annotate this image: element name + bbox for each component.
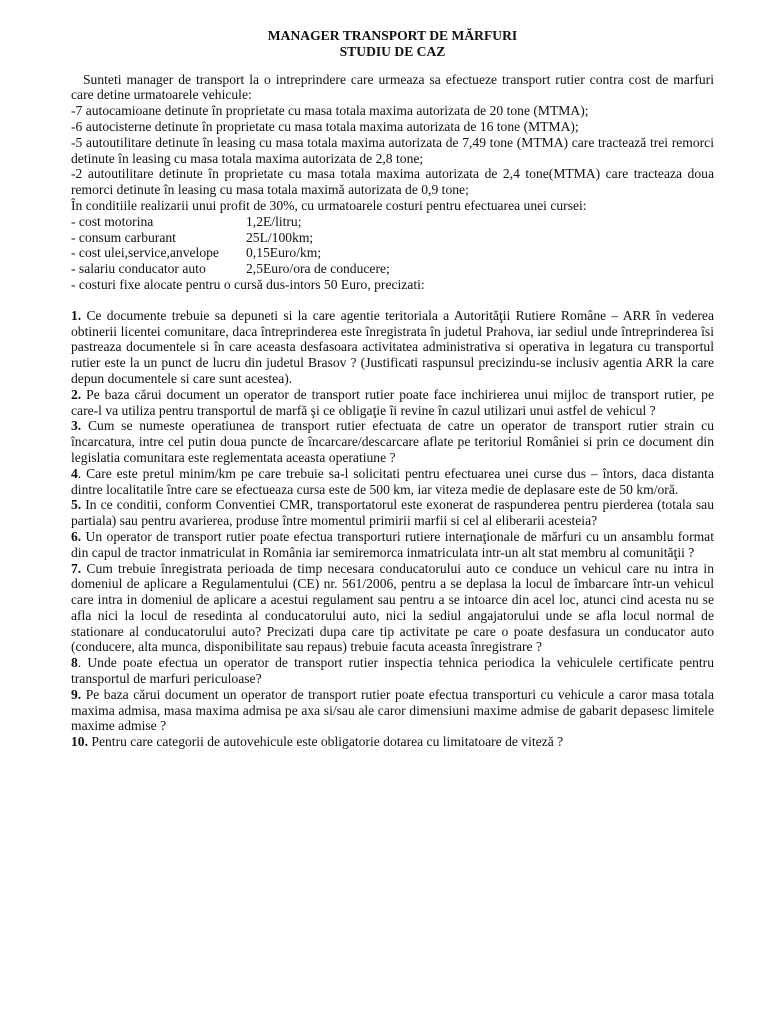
cost-item: [71, 214, 714, 230]
question-text: Un operator de transport rutier poate efectua transporturi rutiere internaţionale de mărfuri cu un ansamblu format din capul de tractor inmatriculat in România iar semiremorca inmatriculata intr-un alt stat membru al comunităţii ?: [71, 528, 714, 560]
question-number: 5.: [71, 497, 82, 513]
cost-item: [71, 245, 714, 261]
fixed-costs-line: - costuri fixe alocate pentru o cursă dus-intors 50 Euro, precizati:: [71, 276, 425, 292]
question-number: 1.: [71, 307, 82, 323]
question-text: Cum se numeste operatiunea de transport rutier efectuata de catre un operator de transport rutier strain cu încarcatura, intre cel putin doua puncte de încarcare/descarcare aflate pe teritoriul României si prin ce document din legislatia comunitara este reglementata aceasta operatiune ?: [71, 418, 714, 465]
question-number: 6.: [71, 528, 82, 544]
vehicle-item: -5 autoutilitare detinute în leasing cu masa totala maxima autorizata de 7,49 tone (MTMA) care tractează trei remorci detinute în leasing cu masa totala maxima autorizata de 2,8 tone;: [71, 134, 714, 166]
question-number: 4: [71, 465, 78, 481]
intro-section: [71, 72, 714, 293]
question-number: 7.: [71, 560, 82, 576]
spacer: [71, 293, 714, 308]
question-item: [71, 529, 714, 561]
question-item: [71, 497, 714, 529]
questions-list: [71, 308, 714, 750]
vehicle-item: -7 autocamioane detinute în proprietate cu masa totala maxima autorizata de 20 tone (MTMA);: [71, 103, 589, 119]
vehicle-item: -6 autocisterne detinute în proprietate cu masa totala maxima autorizata de 16 tone (MTMA);: [71, 118, 579, 134]
cost-label: - cost ulei,service,anvelope: [71, 245, 219, 261]
cost-value: 25L/100km;: [246, 229, 314, 245]
question-item: [71, 418, 714, 465]
cost-label: - consum carburant: [71, 229, 176, 245]
cost-label: - salariu conducator auto: [71, 261, 206, 277]
document-subtitle: STUDIU DE CAZ: [339, 43, 446, 59]
question-number: 8: [71, 655, 78, 671]
question-text: Cum trebuie înregistrata perioada de timp necesara conducatorului auto ce conduce un vehicul care nu intra in domeniul de aplicare a Regulamentului (CE) nr. 561/2006, pentru a se deplasa la locul de îmbarcare într-un vehicul care intra in domeniul de aplicare a acestui regulament sau pentru a se intoarce din acel loc, atunci cind acesta nu se afla nici la locul de resedinta al conducatorului auto, nici la sediul angajatorului unde se afla locul normal de stationare al conducatorului auto? Precizati dupa care tip activitate pe care o poate desfasura un conducator auto (conducere, alta munca, disponibilitate sau repaus) trebuie facuta aceasta înregistrare ?: [71, 560, 714, 655]
question-number: 2.: [71, 386, 82, 402]
question-item: [71, 466, 714, 498]
cost-label: - cost motorina: [71, 213, 154, 229]
question-text: Pe baza cărui document un operator de transport rutier poate efectua transporturi cu vehicule a caror masa totala maxima admisa, masa maxima admisa pe axa si/sau ale caror dimensiuni maxime admise de gabarit depasesc limitele maxime admise ?: [71, 686, 714, 734]
question-item: [71, 734, 714, 750]
cost-item: [71, 230, 714, 246]
question-item: [71, 655, 714, 687]
question-number: 10.: [71, 734, 88, 750]
question-item: [71, 561, 714, 656]
cost-item: [71, 261, 714, 277]
question-item: [71, 387, 714, 419]
question-text: . Care este pretul minim/km pe care trebuie sa-l solicitati pentru efectuarea unei curse dus – întors, daca distanta dintre localitatile între care se efectueaza cursa este de 500 km, iar viteza medie de deplasare este de 50 km/oră.: [71, 465, 714, 497]
question-item: [71, 308, 714, 387]
cost-value: 0,15Euro/km;: [246, 245, 322, 261]
question-number: 9.: [71, 686, 82, 702]
cost-value: 2,5Euro/ora de conducere;: [246, 261, 390, 277]
question-text: Pentru care categorii de autovehicule este obligatorie dotarea cu limitatoare de viteză ?: [88, 734, 564, 750]
cost-value: 1,2E/litru;: [246, 213, 302, 229]
document-title: MANAGER TRANSPORT DE MĂRFURI: [267, 28, 518, 43]
question-text: Ce documente trebuie sa depuneti si la care agentie teritoriala a Autorităţii Rutiere Române – ARR în vederea obtinerii licentei comunitare, daca întreprinderea este înregistrata în judetul Prahova, iar sediul unde întreprinderea îsi pastreaza documentele si în care aceasta desfasoara activitatea administrativa si operativa in legatura cu transportul rutier este la un punct de lucru din judetul Brasov ? (Justificati raspunsul precizindu-se inclusiv agentia ARR la care depun documentele si care sunt acestea).: [71, 307, 714, 386]
question-text: . Unde poate efectua un operator de transport rutier inspectia tehnica periodica la vehiculele certificate pentru transportul de marfuri periculoase?: [71, 655, 714, 687]
intro-paragraph: Sunteti manager de transport la o intreprindere care urmeaza sa efectueze transport rutier contra cost de marfuri care detine urmatoarele vehicule:: [71, 71, 714, 103]
question-number: 3.: [71, 418, 82, 434]
conditions-paragraph: În conditiile realizarii unui profit de 30%, cu urmatoarele costuri pentru efectuarea unei cursei:: [71, 197, 587, 213]
vehicle-item: -2 autoutilitare detinute în proprietate cu masa totala maxima autorizata de 2,4 tone(MTMA) care tracteaza doua remorci detinute în leasing cu masa totala maximă autorizata de 0,9 tone;: [71, 166, 714, 198]
question-text: In ce conditii, conform Conventiei CMR, transportatorul este exonerat de raspunderea pentru pierderea (totala sau partiala) sau pentru avarierea, produse între momentul primirii marfii si cel al eliberarii acesteia?: [71, 497, 714, 529]
question-text: Pe baza cărui document un operator de transport rutier poate face inchirierea unui mijloc de transport rutier, pe care-l va utiliza pentru transportul de marfă şi ce obligaţie îi revine în cazul utilizari unui astfel de vehicul ?: [71, 386, 714, 418]
question-item: [71, 687, 714, 734]
